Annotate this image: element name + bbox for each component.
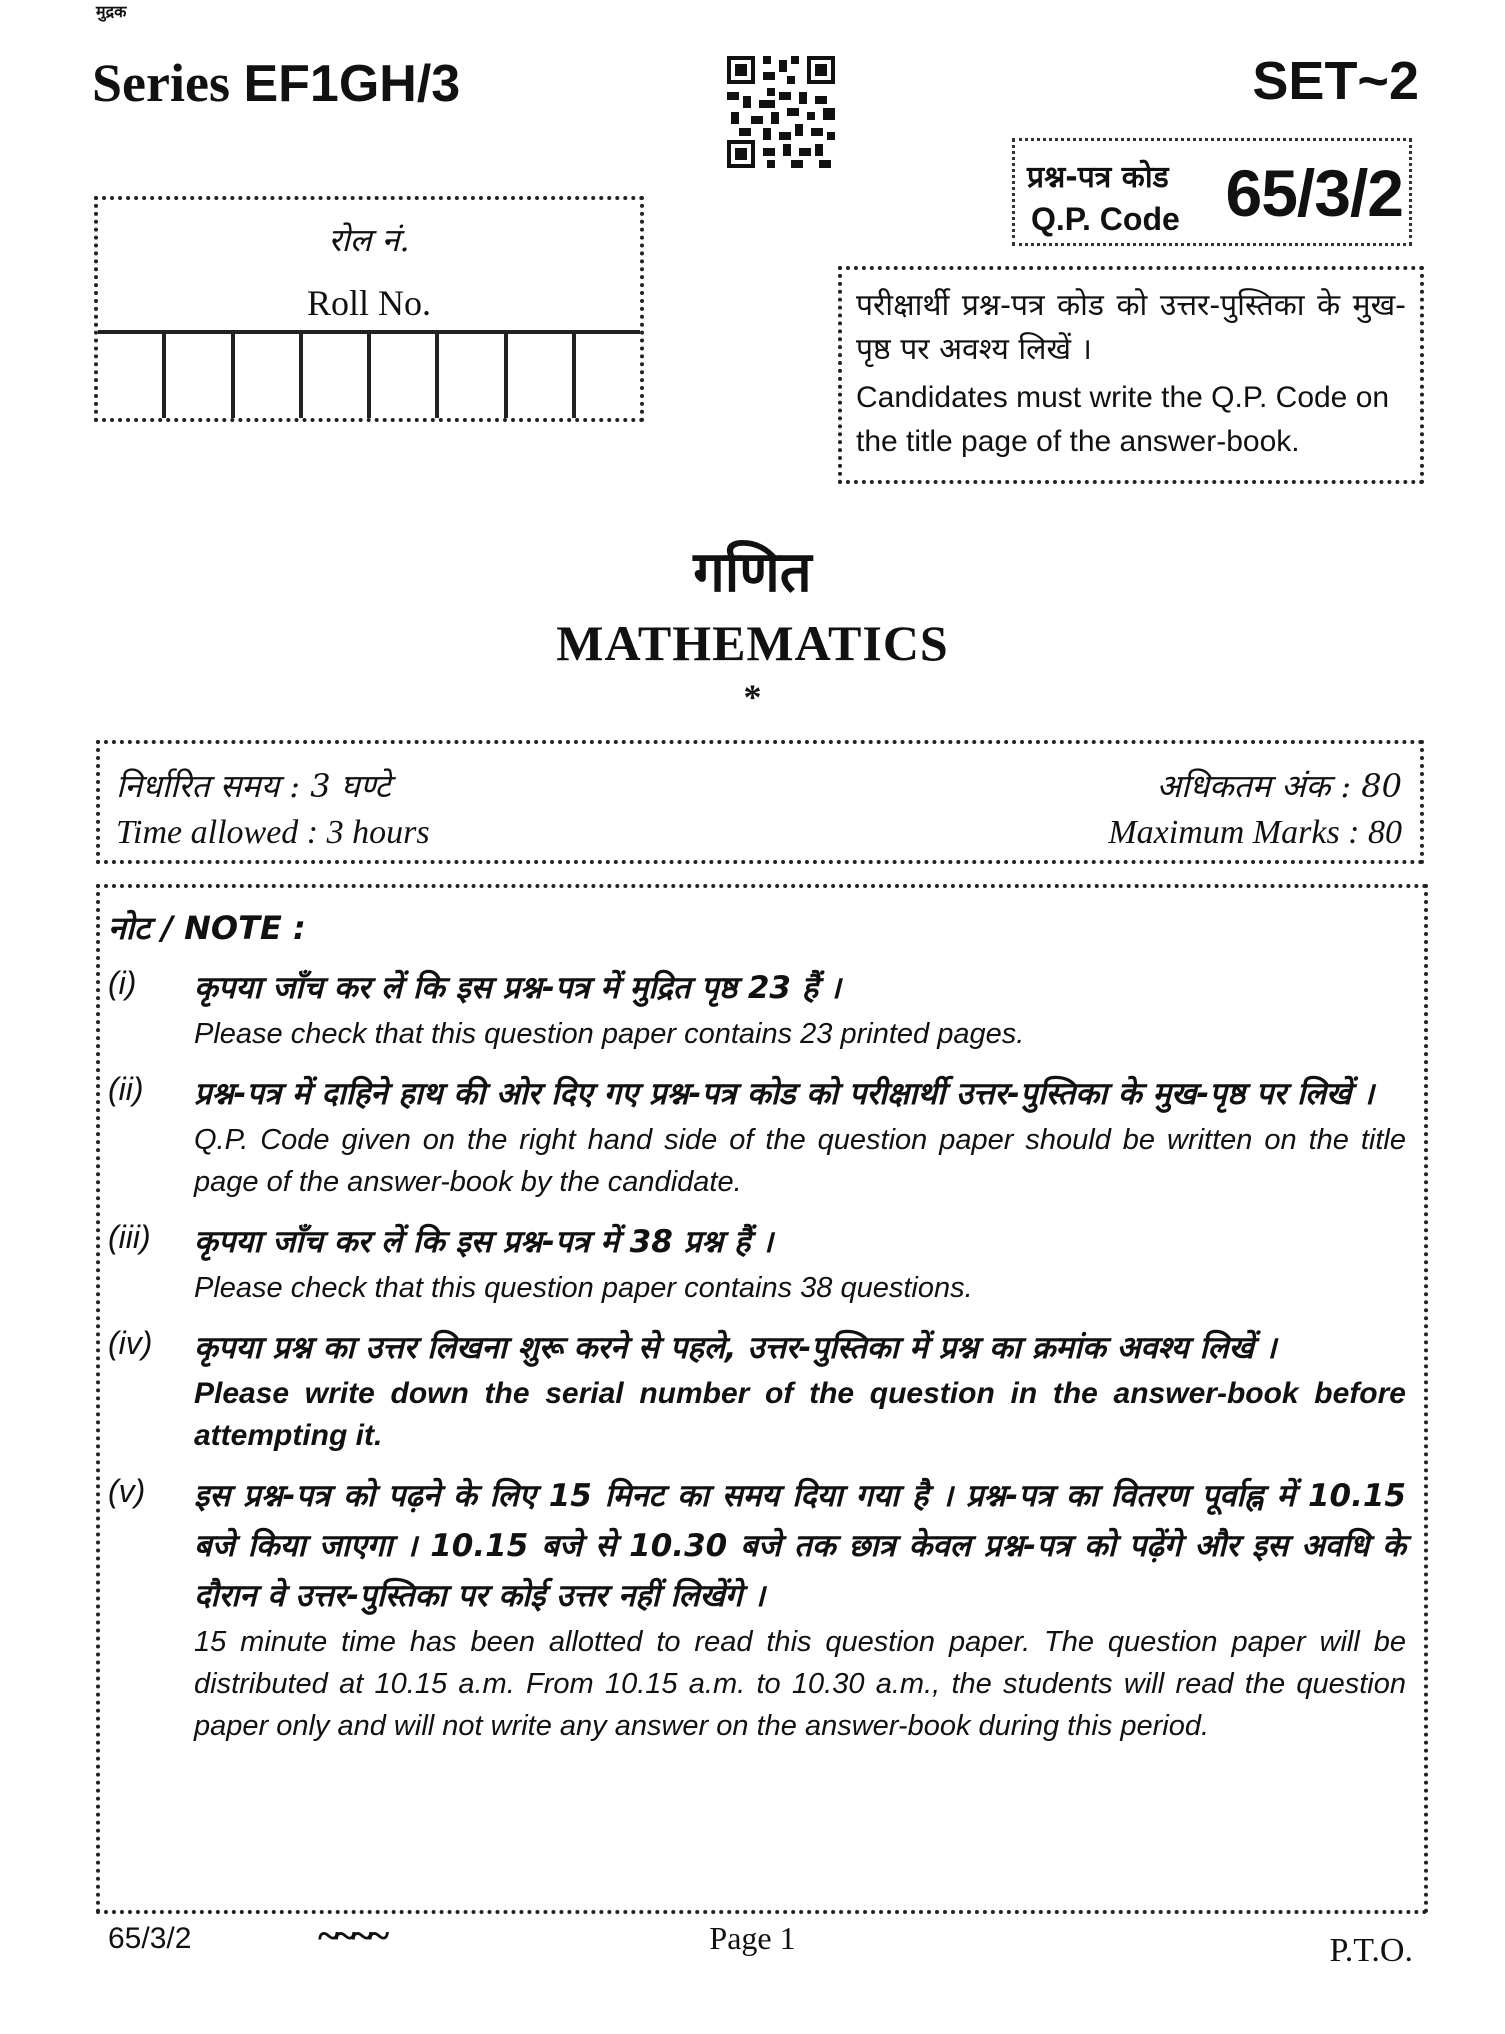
roll-cell	[371, 334, 439, 418]
qp-code-label-hi: प्रश्न-पत्र कोड	[1027, 160, 1169, 195]
note-item-en: 15 minute time has been allotted to read this question paper. The question paper will be distributed at 10.15 a.m. From 10.15 a.m. to 10.30 a.m., the students will read the question paper only and will not write any answer on the answer-book during this period.	[194, 1626, 1406, 1742]
note-item-en: Please check that this question paper contains 38 questions.	[194, 1272, 973, 1304]
note-item-hi: कृपया जाँच कर लें कि इस प्रश्न-पत्र में 38 प्रश्न हैं ।	[194, 1224, 773, 1260]
series-title	[92, 52, 460, 114]
roll-number-cells	[98, 330, 640, 418]
note-item	[108, 1069, 1406, 1211]
note-item-number: (ii)	[108, 1071, 144, 1107]
subject-title-en: MATHEMATICS	[556, 615, 949, 671]
roll-number-box	[94, 196, 644, 422]
time-allowed-hi: निर्धारित समय : 3 घण्टे	[116, 767, 391, 805]
max-marks-en: Maximum Marks : 80	[1108, 814, 1402, 851]
qp-code-label-en: Q.P. Code	[1031, 201, 1180, 237]
footer-tilde-mark: ~~~~	[318, 1913, 386, 1958]
roll-label-en: Roll No.	[306, 283, 431, 323]
subject-title-hi: गणित	[693, 540, 812, 605]
roll-label-hi: रोल नं.	[328, 221, 410, 259]
series-label: Series	[92, 53, 230, 113]
please-turn-over: P.T.O.	[1329, 1932, 1413, 1969]
note-item-en: Please write down the serial number of the question in the answer-book before attempting it.	[194, 1377, 1406, 1452]
candidate-instruction-box	[838, 266, 1424, 484]
qp-code-value: 65/3/2	[1225, 156, 1403, 230]
candidate-instruction-en: Candidates must write the Q.P. Code on the title page of the answer-book.	[856, 381, 1390, 458]
note-heading: नोट / NOTE :	[108, 909, 306, 947]
max-marks-hi: अधिकतम अंक : 80	[1156, 767, 1402, 805]
note-item-number: (v)	[108, 1473, 146, 1509]
qr-code-icon	[727, 56, 835, 168]
note-item-en: Q.P. Code given on the right hand side of the question paper should be written on the title page of the answer-book by the candidate.	[194, 1124, 1406, 1198]
roll-cell	[235, 334, 303, 418]
note-item	[108, 963, 1406, 1063]
note-item-en: Please check that this question paper contains 23 printed pages.	[194, 1018, 1025, 1050]
time-marks-box	[96, 740, 1424, 864]
note-item	[108, 1471, 1406, 1755]
qp-code-box	[1012, 138, 1412, 246]
roll-cell	[439, 334, 507, 418]
time-allowed-en: Time allowed : 3 hours	[116, 814, 430, 851]
note-item-hi: प्रश्न-पत्र में दाहिने हाथ की ओर दिए गए प्रश्न-पत्र कोड को परीक्षार्थी उत्तर-पुस्तिका के मुख-पृष्ठ पर लिखें ।	[194, 1076, 1374, 1112]
note-item-hi: कृपया जाँच कर लें कि इस प्रश्न-पत्र में मुद्रित पृष्ठ 23 हैं ।	[194, 970, 841, 1006]
note-item-number: (iii)	[108, 1219, 151, 1255]
candidate-instruction-hi: परीक्षार्थी प्रश्न-पत्र कोड को उत्तर-पुस्तिका के मुख-पृष्ठ पर अवश्य लिखें ।	[856, 288, 1406, 367]
footer-qp-code: 65/3/2	[108, 1922, 192, 1955]
asterisk-mark: *	[743, 677, 762, 717]
note-item-number: (i)	[108, 965, 137, 1001]
series-code: EF1GH/3	[243, 55, 461, 113]
roll-cell	[166, 334, 234, 418]
note-item-hi: इस प्रश्न-पत्र को पढ़ने के लिए 15 मिनट का समय दिया गया है । प्रश्न-पत्र का वितरण पूर्वाह्न में 10.15 बजे किया जाएगा । 10.15 बजे से 10.30 बजे तक छात्र केवल प्रश्न-पत्र को पढ़ेंगे और इस अवधि के दौरान वे उत्तर-पुस्तिका पर कोई उत्तर नहीं लिखेंगे ।	[194, 1478, 1406, 1614]
roll-cell	[508, 334, 576, 418]
note-box	[96, 884, 1428, 1914]
corner-mark: मुद्रक	[96, 2, 127, 21]
set-number: SET~2	[1252, 51, 1419, 111]
roll-cell	[303, 334, 371, 418]
page-number: Page 1	[709, 1920, 796, 1956]
note-item-hi: कृपया प्रश्न का उत्तर लिखना शुरू करने से पहले, उत्तर-पुस्तिका में प्रश्न का क्रमांक अवश्य लिखें ।	[194, 1330, 1277, 1366]
roll-cell	[98, 334, 166, 418]
note-item	[108, 1217, 1406, 1317]
note-item	[108, 1323, 1406, 1465]
note-item-number: (iv)	[108, 1325, 153, 1361]
roll-cell	[576, 334, 640, 418]
